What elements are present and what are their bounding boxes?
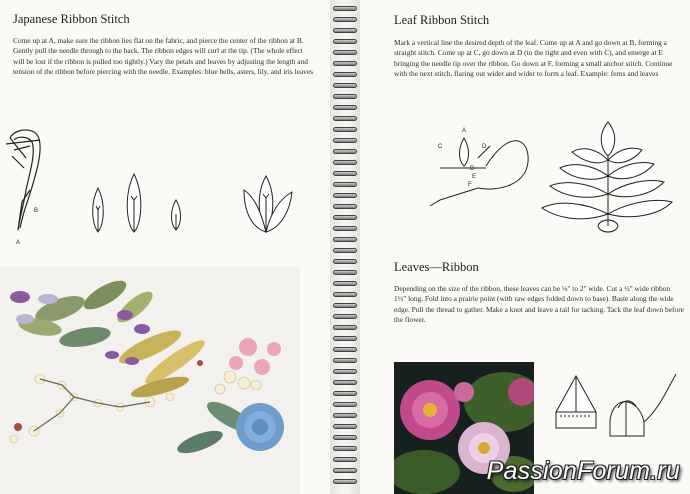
watermark: PassionForum.ru <box>486 457 680 485</box>
spiral-ring <box>333 83 357 88</box>
spiral-ring <box>333 391 357 396</box>
label-d: D <box>482 144 487 150</box>
spiral-ring <box>333 413 357 418</box>
spiral-ring <box>333 325 357 330</box>
spiral-ring <box>333 182 357 187</box>
leaf-ribbon-stitch-title: Leaf Ribbon Stitch <box>394 13 490 27</box>
spiral-ring <box>333 347 357 352</box>
spiral-ring <box>333 303 357 308</box>
japanese-ribbon-stitch-text: Come up at A, make sure the ribbon lies flat on the fabric, and pierce the center of the ribbon at B. Gently pull the needle through to the back. The ribbon edges will curl at the tip. (The whole effect will be lost if the ribbon is pulled too tightly.) Vary the petals and leaves by adjusting the length and tension of the ribbon before piercing with the needle. Examples: blue bells, asters, lily, and iris leaves <box>13 36 313 77</box>
spiral-ring <box>333 226 357 231</box>
spiral-ring <box>333 281 357 286</box>
label-f: F <box>468 182 472 188</box>
spiral-ring <box>333 28 357 33</box>
spiral-ring <box>333 248 357 253</box>
spiral-ring <box>333 292 357 297</box>
label-a: A <box>462 128 467 134</box>
japanese-ribbon-stitch-title: Japanese Ribbon Stitch <box>13 12 130 26</box>
embroidery-photo-left <box>0 267 300 494</box>
spiral-ring <box>333 105 357 110</box>
label-b: B <box>470 166 475 172</box>
spiral-ring <box>333 457 357 462</box>
spiral-ring <box>333 358 357 363</box>
spiral-ring <box>333 72 357 77</box>
spiral-ring <box>333 160 357 165</box>
spiral-ring <box>333 424 357 429</box>
spiral-ring <box>333 171 357 176</box>
leaves-ribbon-title: Leaves—Ribbon <box>394 260 479 274</box>
spiral-ring <box>333 237 357 242</box>
label-e: E <box>472 174 477 180</box>
spiral-ring <box>333 369 357 374</box>
label-c: C <box>438 144 443 150</box>
spiral-ring <box>333 127 357 132</box>
spiral-ring <box>333 314 357 319</box>
spiral-ring <box>333 336 357 341</box>
spiral-ring <box>333 270 357 275</box>
spiral-ring <box>333 138 357 143</box>
leaf-ribbon-stitch-text: Mark a vertical line the desired depth of the leaf. Come up at A and go down at B, forming a straight stitch. Come up at C, go down at D (to the right and even with C), and emerge at E bringing the needle tip over the ribbon. Go down at F, forming a small anchor stitch. Continue with the next stitch, flaring out wider and wider to form a leaf. Example: ferns and leaves <box>394 38 673 79</box>
spiral-ring <box>333 94 357 99</box>
spiral-ring <box>333 446 357 451</box>
leaf-ribbon-stitch-diagram <box>360 118 690 248</box>
spiral-ring <box>333 116 357 121</box>
label-b: B <box>34 208 39 214</box>
spiral-ring <box>333 17 357 22</box>
spiral-ring <box>333 479 357 484</box>
spiral-ring <box>333 39 357 44</box>
spiral-ring <box>333 149 357 154</box>
spiral-ring <box>333 468 357 473</box>
leaves-ribbon-text: Depending on the size of the ribbon, these leaves can be ⅛" to 2" wide. Cut a ½" wide ribbon 1½" long. Fold into a prairie point (with raw edges folded down to base). Baste along the wide edge. Pull the thread to gather. Make a knot and leave a tail for tacking. Tack the leaf down before the flower. <box>394 284 684 325</box>
right-page <box>360 0 690 494</box>
spiral-ring <box>333 435 357 440</box>
left-page <box>0 0 330 494</box>
spiral-ring <box>333 61 357 66</box>
spiral-ring <box>333 215 357 220</box>
spiral-ring <box>333 402 357 407</box>
spiral-ring <box>333 50 357 55</box>
spiral-ring <box>333 204 357 209</box>
label-a: A <box>16 240 21 246</box>
japanese-ribbon-stitch-diagram <box>0 120 330 260</box>
prairie-point-diagram <box>546 362 686 452</box>
spiral-ring <box>333 380 357 385</box>
spiral-ring <box>333 6 357 11</box>
spiral-ring <box>333 193 357 198</box>
spiral-ring <box>333 259 357 264</box>
